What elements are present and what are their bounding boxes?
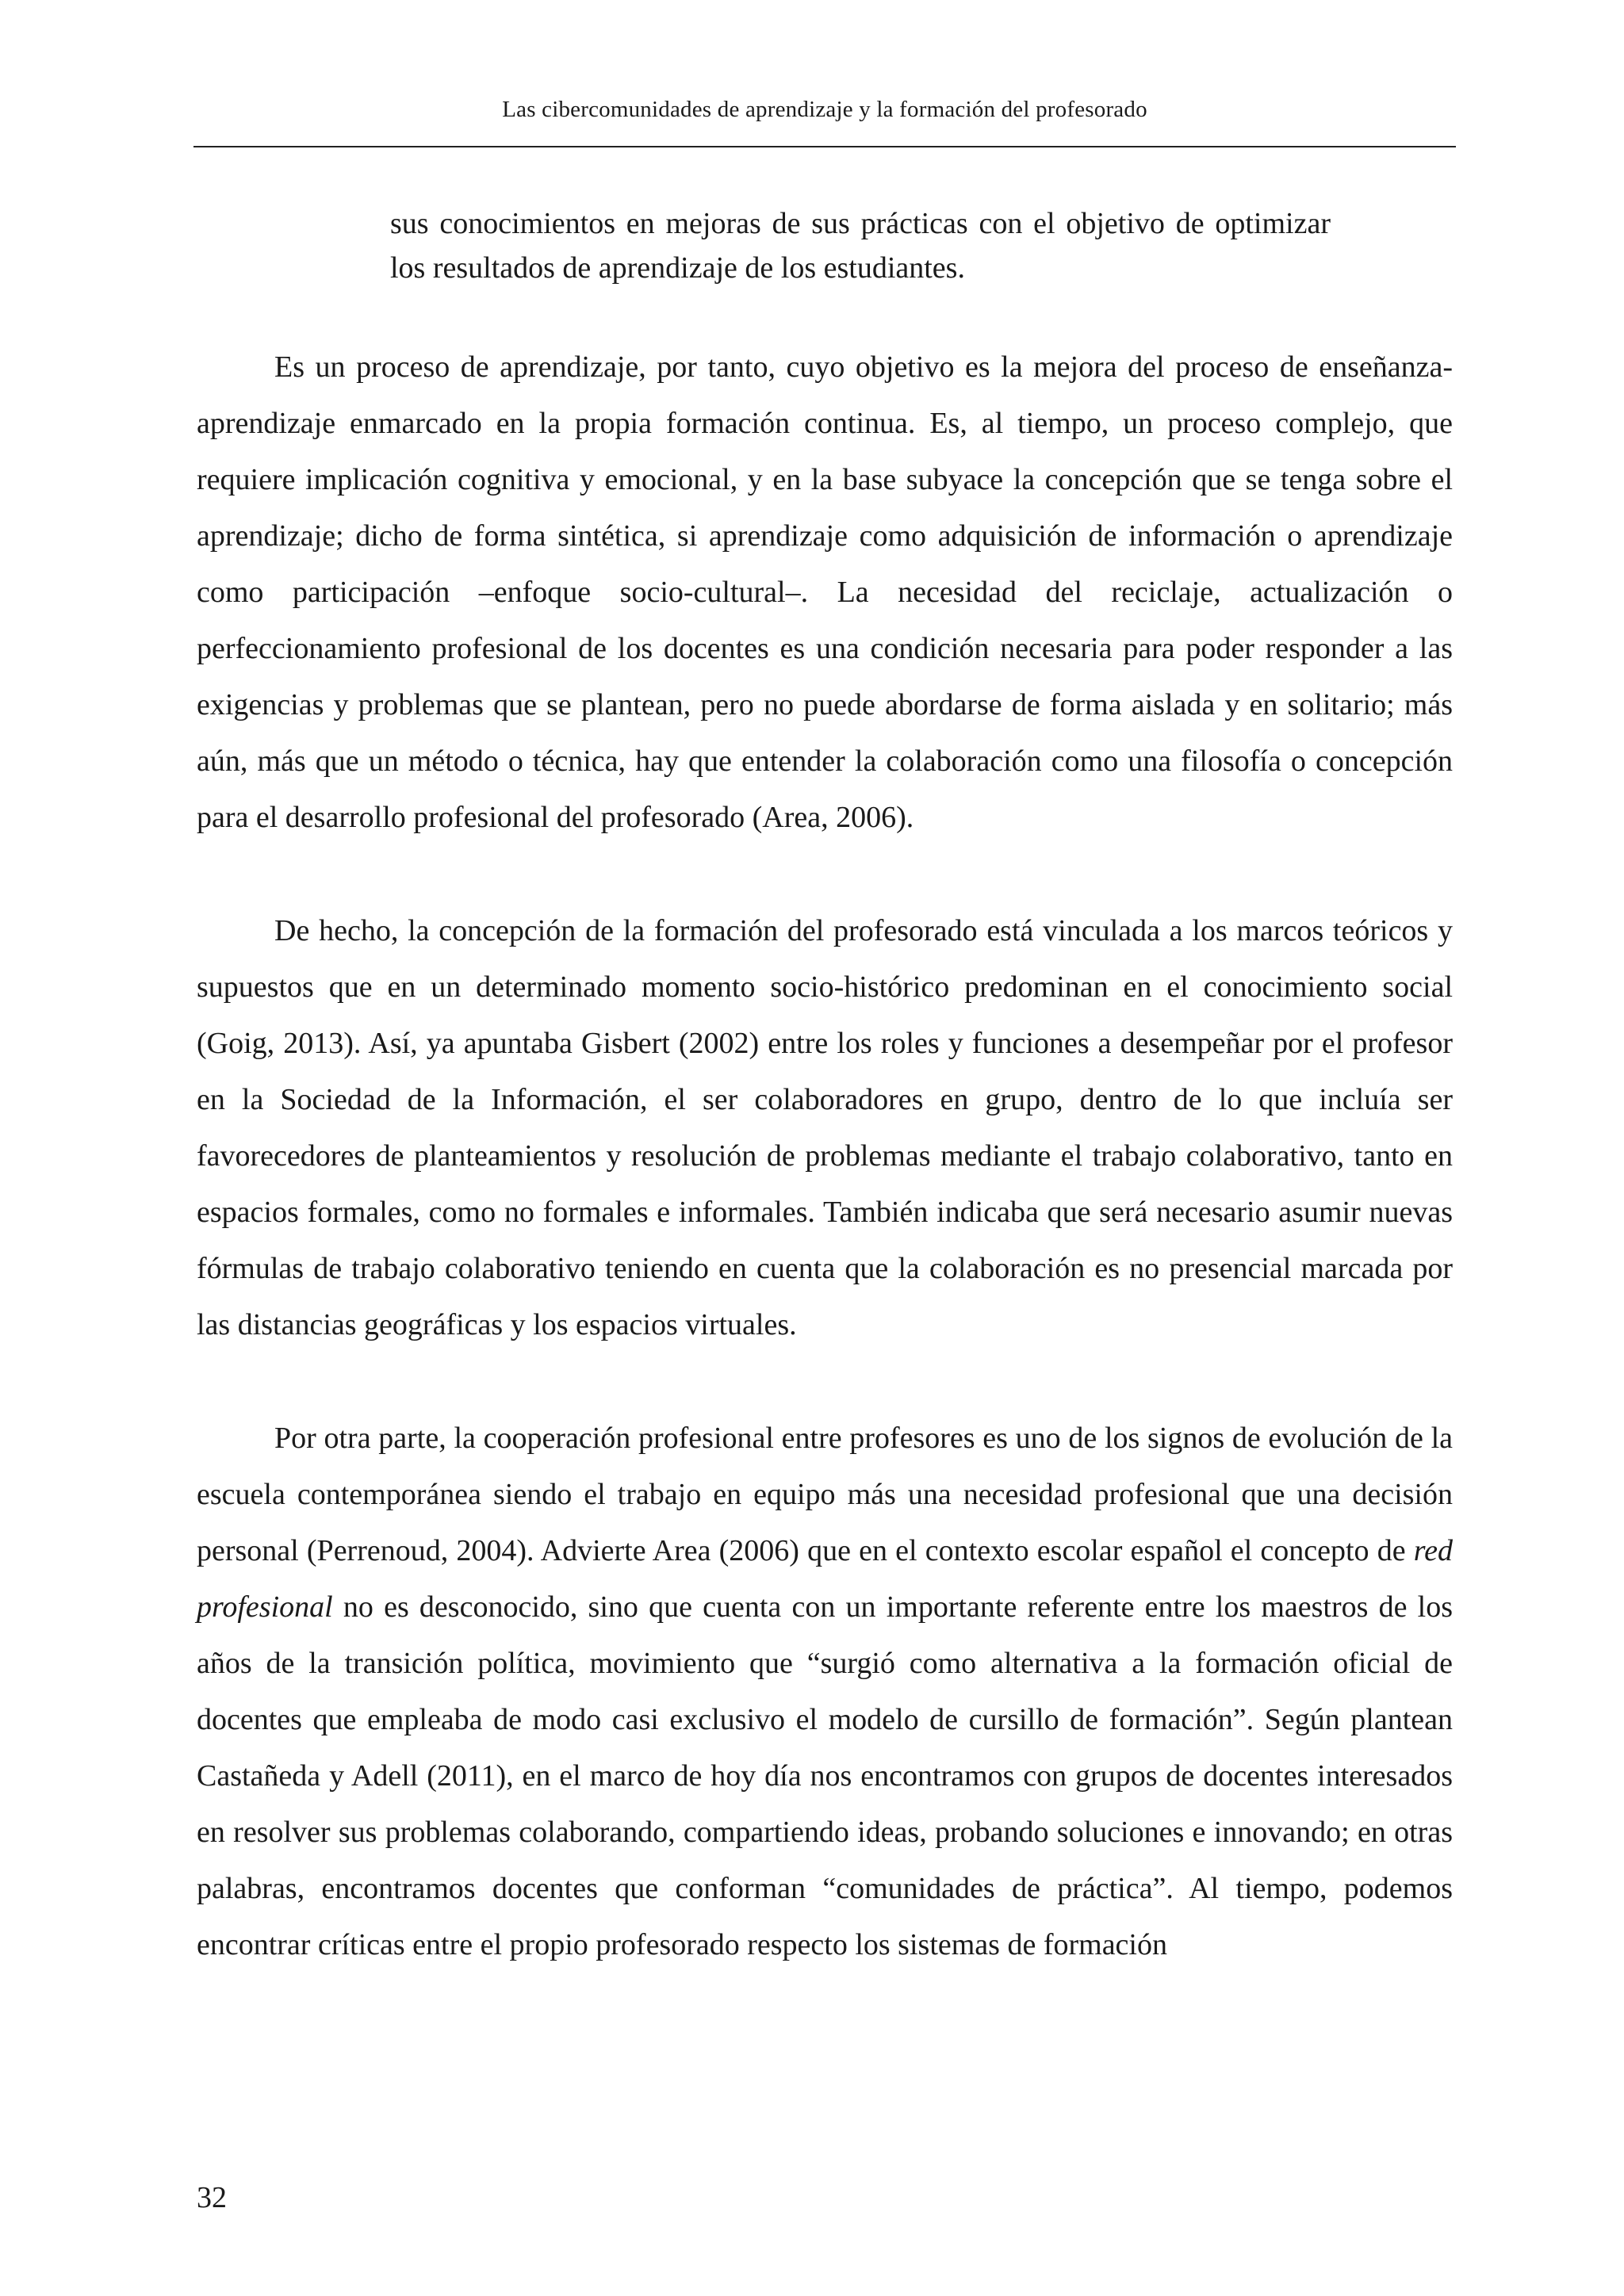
paragraph-1: Es un proceso de aprendizaje, por tanto, cuyo objetivo es la mejora del proceso de enseñanza-aprendizaje enmarcado en la propia formación continua. Es, al tiempo, un proceso complejo, que requiere implicación cognitiva y emocional, y en la base subyace la concepción que se tenga sobre el aprendizaje; dicho de forma sintética, si aprendizaje como adquisición de información o aprendizaje como participación –enfoque socio-cultural–. La necesidad del reciclaje, actualización o perfeccionamiento profesional de los docentes es una condición necesaria para poder responder a las exigencias y problemas que se plantean, pero no puede abordarse de forma aislada y en solitario; más aún, más que un método o técnica, hay que entender la colaboración como una filosofía o concepción para el desarrollo profesional del profesorado (Area, 2006). — [197, 350, 1453, 834]
header-divider — [193, 146, 1456, 147]
body-text — [197, 339, 1453, 2030]
paragraph-3 — [197, 1410, 1453, 1973]
paragraph-2: De hecho, la concepción de la formación del profesorado está vinculada a los marcos teóricos y supuestos que en un determinado momento socio-histórico predominan en el conocimiento social (Goig, 2013). Así, ya apuntaba Gisbert (2002) entre los roles y funciones a desempeñar por el profesor en la Sociedad de la Información, el ser colaboradores en grupo, dentro de lo que incluía ser favorecedores de planteamientos y resolución de problemas mediante el trabajo colaborativo, tanto en espacios formales, como no formales e informales. También indicaba que será necesario asumir nuevas fórmulas de trabajo colaborativo teniendo en cuenta que la colaboración es no presencial marcada por las distancias geográficas y los espacios virtuales. — [197, 914, 1453, 1341]
page-number: 32 — [197, 2181, 227, 2214]
paragraph-3-text-before: Por otra parte, la cooperación profesional entre profesores es uno de los signos de evolución de la escuela contemporánea siendo el trabajo en equipo más una necesidad profesional que una decisión personal (Perrenoud, 2004). Advierte Area (2006) que en el contexto escolar español el concepto de — [197, 1422, 1453, 1567]
paragraph-3-text-after: no es desconocido, sino que cuenta con un importante referente entre los maestros de los años de la transición política, movimiento que “surgió como alternativa a la formación oficial de docentes que empleaba de modo casi exclusivo el modelo de cursillo de formación”. Según plantean Castañeda y Adell (2011), en el marco de hoy día nos encontramos con grupos de docentes interesados en resolver sus problemas colaborando, compartiendo ideas, probando soluciones e innovando; en otras palabras, encontramos docentes que conforman “comunidades de práctica”. Al tiempo, podemos encontrar críticas entre el propio profesorado respecto los sistemas de formación — [197, 1590, 1453, 1961]
paragraph-3-emphasis: red profesional — [197, 1534, 1453, 1624]
running-header: Las cibercomunidades de aprendizaje y la formación del profesorado — [502, 97, 1147, 122]
block-quote-continuation: sus conocimientos en mejoras de sus prácticas con el objetivo de optimizar los resultados de aprendizaje de los estudiantes. — [390, 207, 1331, 285]
